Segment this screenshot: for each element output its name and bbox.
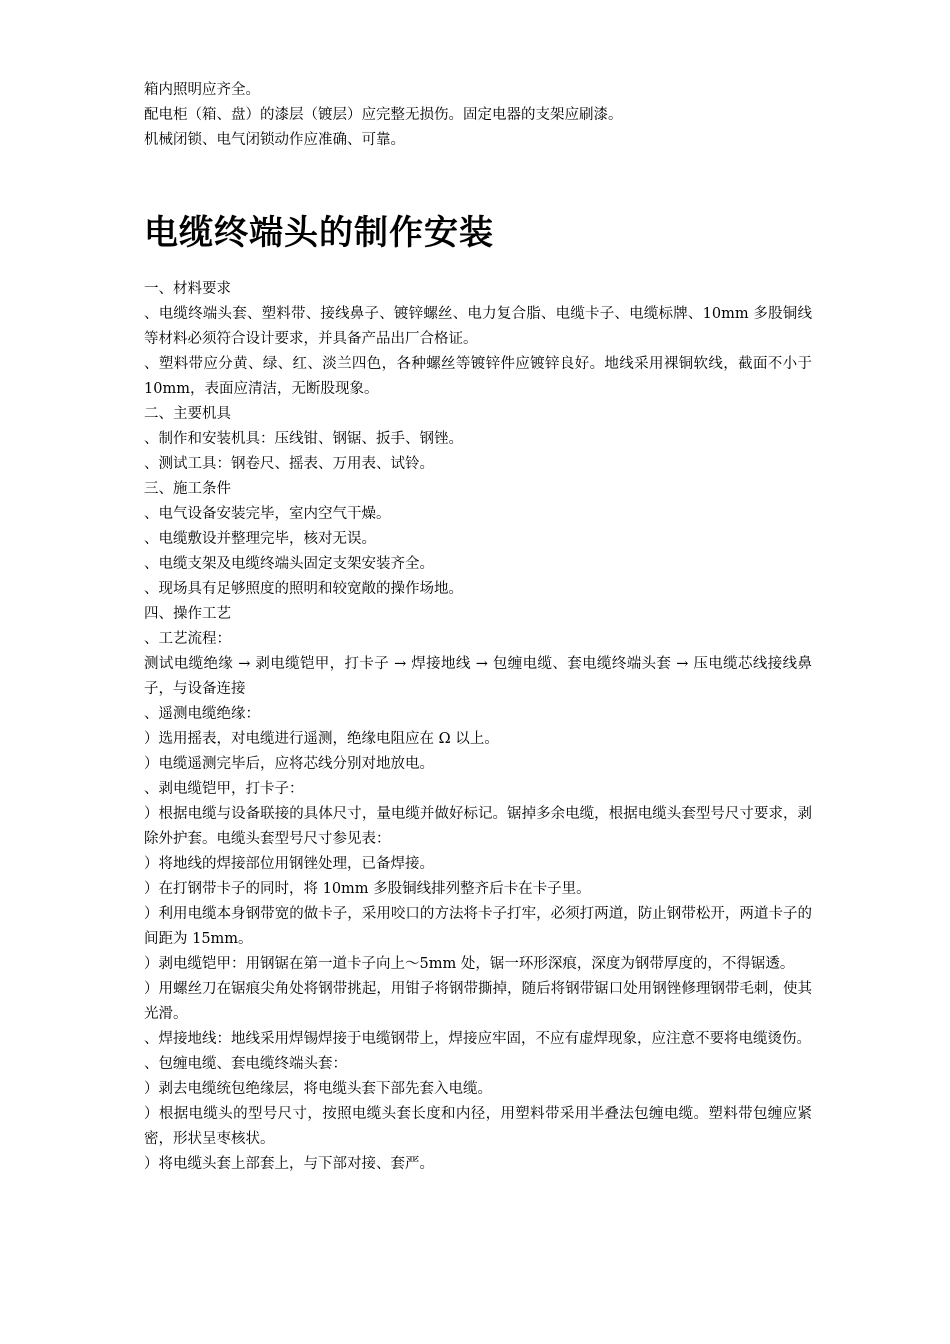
paragraph: 、现场具有足够照度的照明和较宽敞的操作场地。 [144, 581, 463, 597]
paragraph: ）电缆遥测完毕后，应将芯线分别对地放电。 [144, 756, 434, 772]
paragraph: 、电气设备安装完毕，室内空气干燥。 [144, 506, 391, 522]
process-flow: 测试电缆绝缘 → 剥电缆铠甲，打卡子 → 焊接地线 → 包缠电缆、套电缆终端头套 → 压电缆芯线接线鼻子，与设备连接 [144, 656, 812, 697]
paragraph: 、电缆敷设并整理完毕，核对无误。 [144, 531, 376, 547]
intro-line: 箱内照明应齐全。 [144, 82, 260, 98]
paragraph: ）利用电缆本身钢带宽的做卡子，采用咬口的方法将卡子打牢，必须打两道，防止钢带松开，两道卡子的间距为 15mm。 [144, 906, 812, 947]
paragraph: 、测试工具：钢卷尺、摇表、万用表、试铃。 [144, 456, 434, 472]
paragraph: 、塑料带应分黄、绿、红、淡兰四色，各种螺丝等镀锌件应镀锌良好。地线采用裸铜软线，截面不小于 10mm，表面应清洁，无断股现象。 [144, 356, 812, 397]
paragraph: 、电缆终端头套、塑料带、接线鼻子、镀锌螺丝、电力复合脂、电缆卡子、电缆标牌、10mm 多股铜线等材料必须符合设计要求，并具备产品出厂合格证。 [144, 306, 812, 347]
paragraph: ）根据电缆与设备联接的具体尺寸，量电缆并做好标记。锯掉多余电缆，根据电缆头套型号尺寸要求，剥除外护套。电缆头套型号尺寸参见表： [144, 806, 812, 847]
section-title: 电缆终端头的制作安装 [144, 213, 494, 253]
paragraph: ）根据电缆头的型号尺寸，按照电缆头套长度和内径，用塑料带采用半叠法包缠电缆。塑料带包缠应紧密，形状呈枣核状。 [144, 1106, 812, 1147]
heading-conditions: 三、施工条件 [144, 481, 231, 497]
paragraph: ）用螺丝刀在锯痕尖角处将钢带挑起，用钳子将钢带撕掉，随后将钢带锯口处用钢锉修理钢带毛刺，使其光滑。 [144, 981, 812, 1022]
paragraph: 、包缠电缆、套电缆终端头套： [144, 1056, 347, 1072]
paragraph: 、电缆支架及电缆终端头固定支架安装齐全。 [144, 556, 434, 572]
heading-process: 四、操作工艺 [144, 606, 231, 622]
paragraph: 、工艺流程： [144, 631, 231, 647]
paragraph: 、焊接地线：地线采用焊锡焊接于电缆钢带上，焊接应牢固，不应有虚焊现象，应注意不要将电缆烫伤。 [144, 1031, 811, 1047]
paragraph: 、制作和安装机具：压线钳、钢锯、扳手、钢锉。 [144, 431, 463, 447]
paragraph: ）剥去电缆统包绝缘层，将电缆头套下部先套入电缆。 [144, 1081, 492, 1097]
paragraph: ）剥电缆铠甲：用钢锯在第一道卡子向上～5mm 处，锯一环形深痕，深度为钢带厚度的，不得锯透。 [144, 956, 795, 972]
paragraph: ）将电缆头套上部套上，与下部对接、套严。 [144, 1156, 434, 1172]
document-page [144, 78, 812, 1177]
paragraph: ）在打钢带卡子的同时，将 10mm 多股铜线排列整齐后卡在卡子里。 [144, 881, 591, 897]
paragraph: 、遥测电缆绝缘： [144, 706, 260, 722]
paragraph: ）选用摇表，对电缆进行遥测，绝缘电阻应在 Ω 以上。 [144, 731, 499, 747]
heading-tools: 二、主要机具 [144, 406, 231, 422]
intro-line: 配电柜（箱、盘）的漆层（镀层）应完整无损伤。固定电器的支架应刷漆。 [144, 107, 623, 123]
paragraph: 、剥电缆铠甲，打卡子： [144, 781, 304, 797]
intro-line: 机械闭锁、电气闭锁动作应准确、可靠。 [144, 132, 405, 148]
heading-materials: 一、材料要求 [144, 281, 231, 297]
paragraph: ）将地线的焊接部位用钢锉处理，已备焊接。 [144, 856, 434, 872]
